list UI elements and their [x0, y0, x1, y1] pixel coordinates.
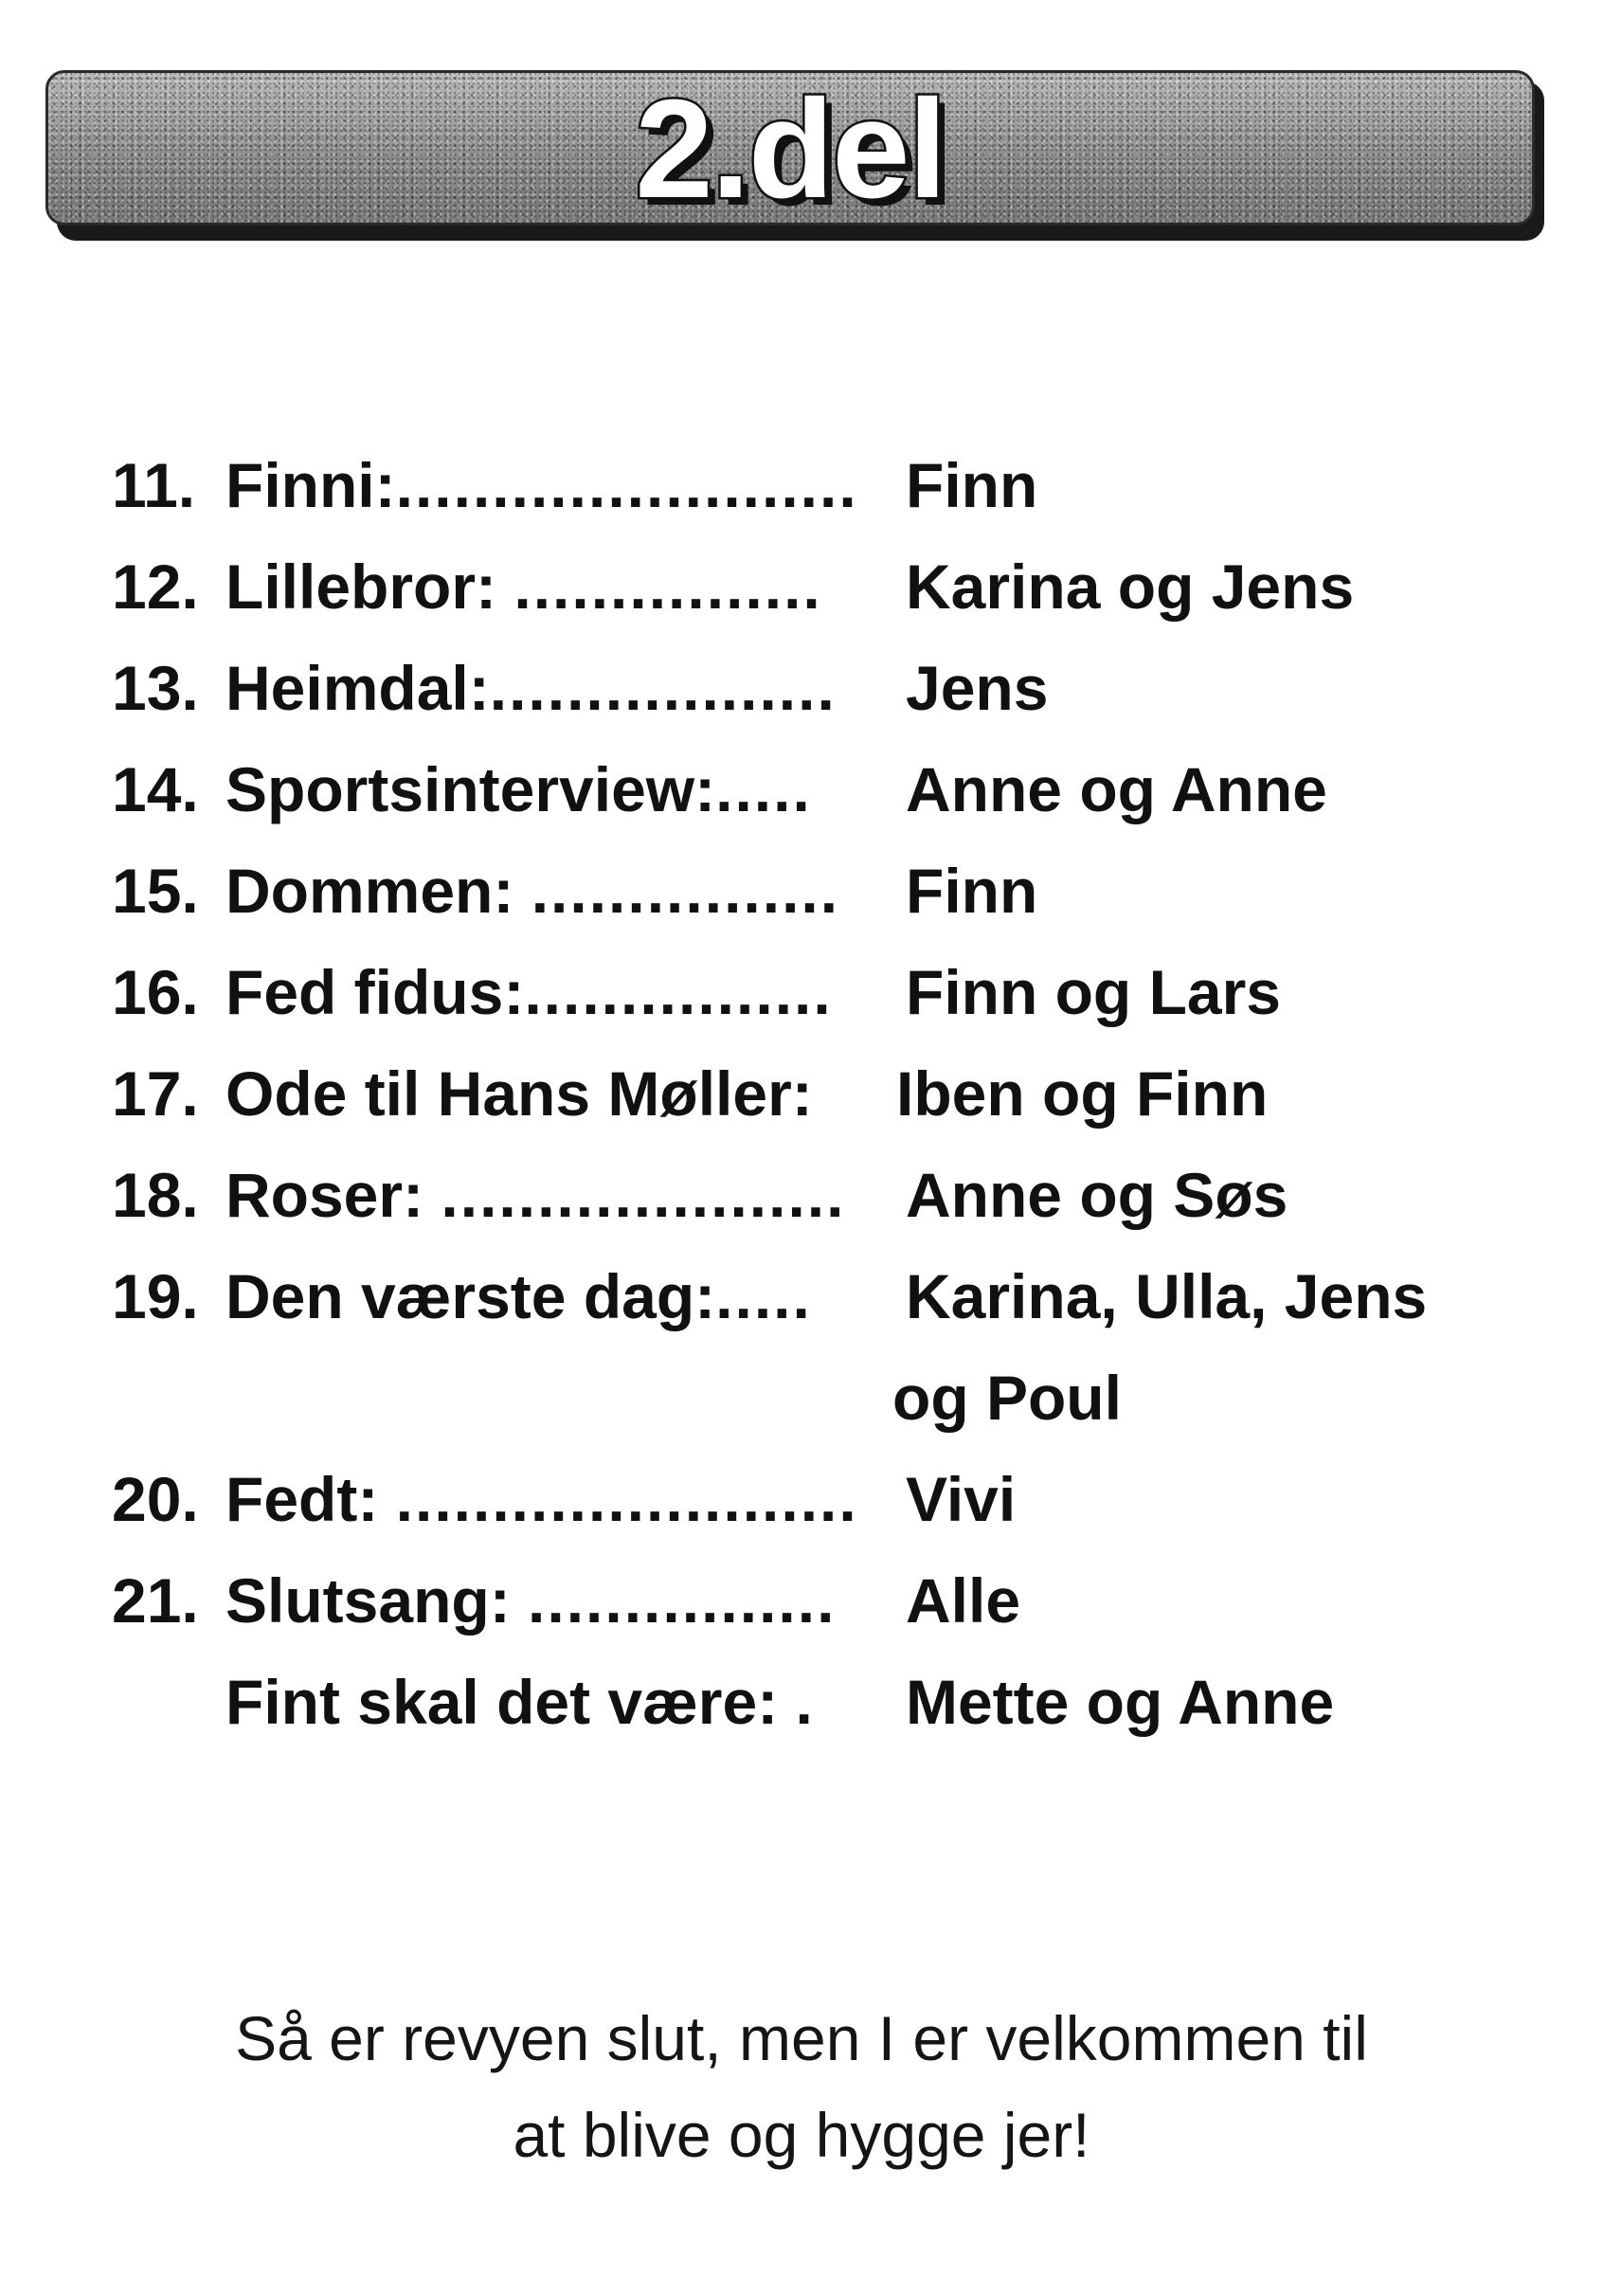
- item-title: Ode til Hans Møller:: [225, 1058, 813, 1129]
- program-item: [0, 1249, 1603, 1344]
- item-performers: Karina, Ulla, Jens: [906, 1261, 1428, 1331]
- program-item: [0, 1553, 1603, 1648]
- item-number: 21.: [112, 1565, 199, 1636]
- item-leader-dots: ........................: [395, 1464, 858, 1534]
- item-title: Den værste dag:: [225, 1261, 716, 1331]
- program-item: [0, 843, 1603, 938]
- closing-line-2: at blive og hygge jer!: [513, 2100, 1090, 2170]
- closing-message: [0, 1990, 1603, 2183]
- item-number: 19.: [112, 1261, 199, 1331]
- item-title: Roser:: [225, 1160, 424, 1230]
- program-item: [0, 945, 1603, 1040]
- item-performers: Karina og Jens: [906, 551, 1355, 622]
- item-leader-dots: .....: [715, 1261, 812, 1331]
- header-banner: [45, 70, 1535, 226]
- item-number: 17.: [112, 1058, 199, 1129]
- item-title: Fedt:: [225, 1464, 379, 1534]
- item-title: Heimdal:: [225, 653, 490, 723]
- item-number: 18.: [112, 1160, 199, 1230]
- item-title: Finni:: [225, 450, 396, 520]
- item-title: Fint skal det være:: [225, 1667, 779, 1737]
- program-item: [0, 1654, 1603, 1749]
- program-item: [0, 1452, 1603, 1546]
- item-performers: Finn: [906, 856, 1038, 926]
- item-performers: Iben og Finn: [896, 1058, 1269, 1129]
- program-item: [0, 539, 1603, 634]
- item-title: Sportsinterview:: [225, 754, 716, 824]
- item-leader-dots: ................: [528, 1565, 837, 1636]
- item-performers: Jens: [906, 653, 1049, 723]
- program-item: [0, 1148, 1603, 1242]
- item-performers: Anne og Søs: [906, 1160, 1288, 1230]
- item-number: 13.: [112, 653, 199, 723]
- closing-line-1: Så er revyen slut, men I er velkommen til: [235, 2003, 1368, 2073]
- program-item: [0, 1046, 1603, 1141]
- item-leader-dots: ........................: [395, 450, 858, 520]
- item-performers: Mette og Anne: [906, 1667, 1335, 1737]
- item-leader-dots: .....................: [441, 1160, 846, 1230]
- item-title: Slutsang:: [225, 1565, 511, 1636]
- item-leader-dots: .....: [715, 754, 812, 824]
- program-item: [0, 438, 1603, 533]
- item-performers: Alle: [906, 1565, 1021, 1636]
- item-leader-dots: ................: [524, 957, 833, 1027]
- item-number: 12.: [112, 551, 199, 622]
- program-item: [0, 742, 1603, 837]
- item-performers: Vivi: [906, 1464, 1017, 1534]
- item-leader-dots: ..................: [489, 653, 837, 723]
- item-number: 15.: [112, 856, 199, 926]
- item-number: 16.: [112, 957, 199, 1027]
- item-performers-continued: og Poul: [892, 1363, 1122, 1433]
- item-performers: Anne og Anne: [906, 754, 1327, 824]
- item-performers: Finn: [906, 450, 1038, 520]
- item-number: 14.: [112, 754, 199, 824]
- item-title: Fed fidus:: [225, 957, 525, 1027]
- section-title: 2.del: [635, 71, 946, 226]
- program-item: [0, 641, 1603, 735]
- item-number: 20.: [112, 1464, 199, 1534]
- item-title: Dommen:: [225, 856, 514, 926]
- item-number: 11.: [112, 450, 196, 520]
- item-title: Lillebror:: [225, 551, 497, 622]
- item-performers: Finn og Lars: [906, 957, 1281, 1027]
- item-leader-dots: ................: [531, 856, 840, 926]
- item-leader-dots: .: [795, 1667, 815, 1737]
- program-item-continuation: [0, 1350, 1603, 1445]
- item-leader-dots: ................: [513, 551, 822, 622]
